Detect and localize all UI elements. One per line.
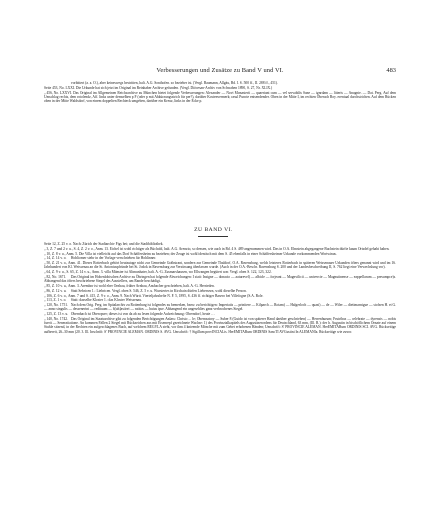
entry-text: Das Original im Staatsarchive gibt zu folgenden Berichtigungen Anlass: Christo ... le; Obernsatory — Suber 8 (Guido ist von späterer Hand darüber geschrieben) — Herrenhurum; Frutribus — celebrate — dyrensis — nobis fuerit — Seneratiatione. An kommen Fällen 2 Siegel mit Rückzeichen aus mit Eisenrepf gezeichnete Wachse: 1) des Provinzialkapitels des Augustinerordens für Deutschland, 63 mm, (Ill. R.): der h. Augustin in bischöflichem Ornate auf einem Stuhle sitzend, in der Rechten ein aufgeschlagenes Buch, auf welchem REGVLA steht, vor ihm 4 knieende Mönche mit zum Gebet erhobenen Händen; Umschrift: S' PROVINCIE ALEMAN. HerEMITARum ORDINIS SCI. AVG. Rückseitige aufbereit, 26–30 mm (20. 3. Ill. Inschrift: S' PROVINCIE ALEMAN. ORDINIS S. AVG. Umschrift: † Sigillum provINCIALis. HerEMITARum ORDINIS SancTI AVGustini In ALEMANIa. Rückseitige wie zuvor. (44, 316, 396, 334)
entry-text: Dieses Rotterbach gehört heutzutage nicht zur Gemeinde Gräbstrant, sondern zur Gemeinde Thaldorf, O.A. Ravensburg, welch letzteres Rotterbach in späteren Weissenauer Urkunden öfters genannt wird und im 16. Jahrhundert von Kl. Weissenau an die St. Antoniuspfründe bei St. Jodok in Ravensburg zur Versüssung überlassen wurde. (Auch in der O.A.-Beschr. Ravensburg S. 200 und der Landesbeschreibung II, S. 762 liegt eine Verwechslung vor). (44, 261, 396, 270)
entry-text: Hohliomer stehr in der Vorlage verschrieben für Hohlinner. (70, 256, 157, 261)
entry-reference: „ 113, Z. 1 v. o. (44, 298, 67, 303)
entry-text: villa Münster ist Altmunhater, halt. A.-G. Zusmarshausen, wo Ellwangen begütert war. Vergl. oben S. 122, 123, 322. (104, 270, 272, 275)
entry-text: Das Original im Hohenlohischen Archive zu Öhringen hat folgende Abweichungen: I statt: Insigne — donacio — aaturevel) — albicle — forjeant — Magnvilicii — univercie — Magnutinense — eappellarum — presumpce)s. Abhangend das öfters beschriebene Siegel des Ausstellers, am Rande beschädigt. (44, 274, 396, 284)
entry-reference: „ 120, No. 1751. (44, 303, 68, 308)
entry-paragraph (44, 284, 396, 288)
entry-paragraph (44, 261, 396, 269)
entry-text: Statt: dasselbe Kloster 1.: das Kloster Weissenau. (70, 298, 142, 303)
entry-reference: „ 10, Z. 8 v. u., Anm. 5. (44, 251, 78, 256)
entry-text: Die Urkunde hat sich jetzt im Original im Reinhaber Archive gefunden. (Vergl. Diöcesan-Archiv von Schwaben 1890, S. 27, Nr. XLIX.) (75, 86, 273, 90)
entry-reference: „ 106, Z. 6 v. o., Anm. 7 und S. 415, Z. 9 v. o., Anm. 9. (44, 293, 123, 298)
entry-text: Arembor ist wohl eher Ornbau, früher Arnbau, Ansbacher geschrieben, halt. A.-G. Herrieden. (80, 283, 215, 288)
corrections-band-v (44, 81, 396, 104)
entry-text: Nach dem Orig. Perg. im Spitalarchiv zu Rottenburg ist folgendes zu bemerken, bezw. zu berichtigen: Imperiatis — prinitere — Kilparch — Rotam) — Halgerloch — quasi) — de — Wiler — dietimarnigue — stofsen H. et G. — anno singulis — dessenerint — redituum — b[uh]astirei — ratitos — buius ipse. Abhangend ein ungesehlies ganz verbrochenes Siegel. (44, 303, 396, 312)
entry-paragraph (44, 294, 396, 298)
running-header (44, 67, 396, 79)
entry-text: Nach: Zürich der Stadtarchiv Figs bei; und die Stadtbibliothek. (72, 242, 164, 246)
entry-paragraph (44, 275, 396, 283)
entry-paragraph (44, 242, 396, 246)
page-number: 483 (386, 67, 396, 74)
entry-reference: „ 125, Z. 13 v. u. (44, 312, 69, 317)
entry-reference: „ 64, Z. 9 v. u., S. 65, Z. 14 v. u., Anm. 3. (44, 270, 104, 275)
entry-text: Das Original im Allgemeinen Reichsarchive zu München bietet folgende Verbesserungen: Alexander — Novi Monasterii — quaeriant cum — vel servabilis Sane — ignrdam — litteris — Anagnie. — Dat. Perg. Auf dem Umschlag rechts, dem rotolendz, Aff. links unter demselben p F (oder p mit Abkürzungsstrich für per?), darüber Kostenvermerk; rasul Puncte entsendender. Oben in der Mitte I, im rechten Oberach Boy. erentual durchstrichen. Auf dem Rücken oben in der Mitte Waldsdorf, von einem doppelten Rechteck umgeben, darüber ein Kreuz, links in der Ecke p. (44, 91, 396, 104)
entry-paragraph (44, 81, 396, 85)
entry-paragraph (44, 252, 396, 256)
entry-text: Obernbach ist Oberopser; dieses ist von da ab zu lesen folgende Aufzeichnung: Oberndorf, heute … (70, 312, 215, 317)
entry-paragraph (44, 247, 396, 251)
entry-paragraph (44, 298, 396, 302)
entry-paragraph (44, 303, 396, 311)
entry-reference: „ 456, No. LXXVI. (44, 91, 72, 95)
entry-reference: Seite 453, No. LXXI. (44, 86, 75, 90)
entry-text: Nach Württ. Vierteljahrshefte N. F. 5, 1895, S. 436 ff. richtiger Basero bei Villefogne (S.A. Bole. (123, 293, 264, 298)
section-heading: ZU BAND VI. (194, 227, 233, 233)
corrections-band-vi (44, 242, 396, 334)
entry-paragraph (44, 91, 396, 104)
entry-text: Statt Sebricen 1.: Liebricen. Vergl. oben S. 546, Z. 5 v. u. Wurstertes in Kirchain dürfen Liebersezn, wohl dieselbe Person. (70, 288, 247, 293)
entry-reference: „ 86, Z. 12 v. u. (44, 288, 67, 293)
entry-paragraph (44, 86, 396, 90)
running-header-title: Verbesserungen und Zusätze zu Band V und VI. (156, 67, 284, 74)
entry-reference: „ 50, Z. 21 v. o., Anm. 41. (44, 261, 82, 266)
entry-reference: „ 85, Z. 10 v. u., Anm. 3. (44, 283, 80, 288)
entry-paragraph (44, 289, 396, 293)
entry-text: vorbittert (a. a. O.), aber keineswegs bestritten, halt. A.G. Sonthofen. so bezieher ist. (Vergl. Baumann, Allgäu, Bd. I. S. 500 ff., II. 288 ff., 451). (70, 81, 278, 85)
entry-paragraph (44, 256, 396, 260)
entry-text: Die Villa ist vielleicht auf das Dorf Schäffersheim zu beziehen; der Zeuge ist wohl identisch mit dem S. 45 ebenfalls in einer Schäffersheimer Urkunde vorkommenden Wortwinus. (78, 251, 337, 256)
entry-text: Eichel ist wohl richtiger als Büchold, halt. A.G. Arenzio, so densen, wie auch in Bd. 4 S. 489 angenommen wird. Das in O.A. Elmstein abgegangene Buchstein dürfte kaum Ortsdel gehabt haben. (109, 246, 390, 251)
entry-paragraph (44, 270, 396, 274)
entry-reference: „ 14, Z. 14 v. o. (44, 256, 67, 261)
entry-paragraph (44, 312, 396, 316)
entry-reference: Seite 12, Z. 25 v. o. (44, 242, 73, 246)
entry-reference: „ 140, No. 1742. (44, 316, 68, 321)
entry-reference: „ 3, Z. 7 und 2 v. u., S. 4, Z. 2 v. o., Anm. 13. (44, 246, 109, 251)
entry-paragraph (44, 317, 396, 334)
section-rule (198, 236, 228, 237)
entry-reference: „ 82, No. 1671. (44, 274, 67, 279)
